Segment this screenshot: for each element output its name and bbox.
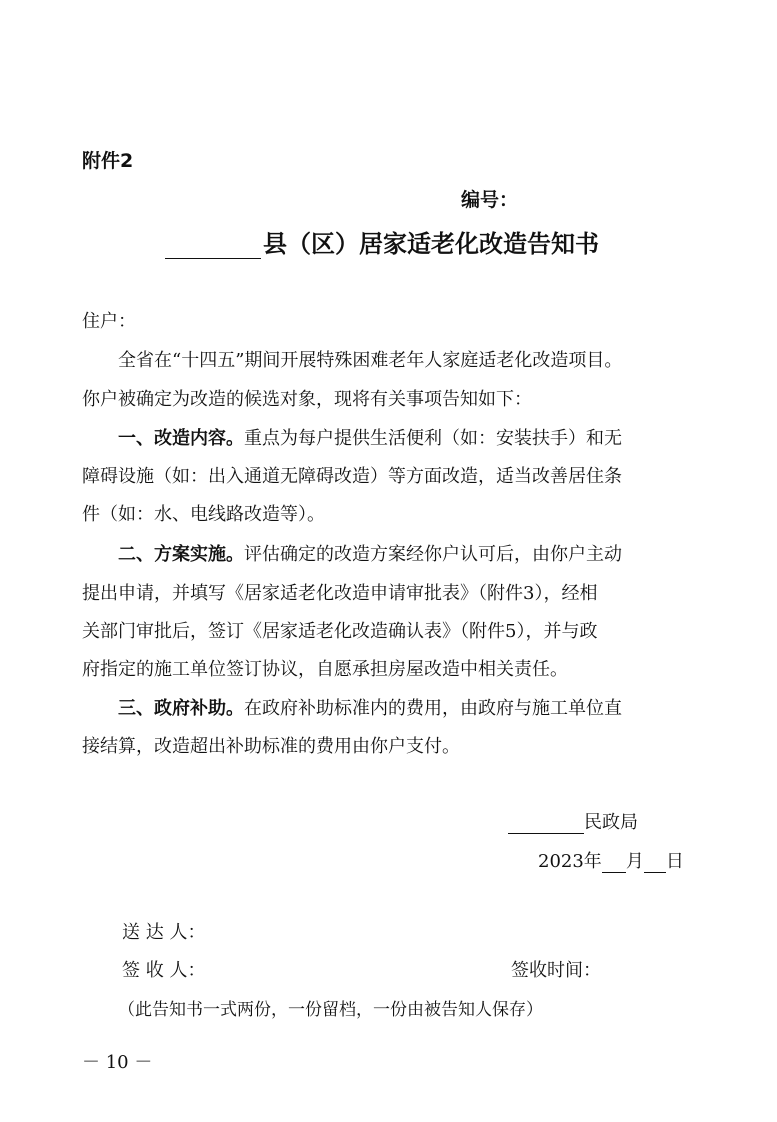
section2-line-3: 关部门审批后，签订《居家适老化改造确认表》（附件5），并与政: [82, 621, 598, 642]
intro-line-2: 你户被确定为改造的候选对象，现将有关事项告知如下：: [82, 389, 532, 410]
section1-line-1: [118, 424, 718, 450]
date-month: 月: [625, 851, 644, 872]
section2-text: 评估确定的改造方案经你户认可后，由你户主动: [244, 544, 622, 565]
section3-heading: 三、政府补助。: [118, 698, 244, 719]
section1-text: 重点为每户提供生活便利（如：安装扶手）和无: [244, 428, 622, 449]
section1-heading: 一、改造内容。: [118, 428, 244, 449]
section2-line-4: 府指定的施工单位签订协议，自愿承担房屋改造中相关责任。: [82, 659, 568, 680]
section1-line-2: 障碍设施（如：出入通道无障碍改造）等方面改造，适当改善居住条: [82, 466, 622, 487]
month-blank: [602, 854, 626, 873]
section3-line-1: [118, 694, 718, 720]
recipient-label: 签 收 人：: [122, 960, 206, 981]
section2-line-1: [118, 540, 718, 566]
title-text: 县（区）居家适老化改造告知书: [263, 230, 599, 258]
salutation: 住户：: [82, 311, 136, 332]
day-blank: [644, 854, 666, 873]
section2-line-2: 提出申请，并填写《居家适老化改造申请审批表》（附件3），经相: [82, 583, 598, 604]
section3-line-2: 接结算，改造超出补助标准的费用由你户支付。: [82, 736, 460, 757]
section1-line-3: 件（如：水、电线路改造等）。: [82, 504, 325, 525]
date-year: 2023年: [538, 851, 602, 872]
document-title: [165, 224, 599, 259]
attachment-label: 附件2: [82, 150, 134, 172]
date-day: 日: [665, 851, 684, 872]
section3-text: 在政府补助标准内的费用，由政府与施工单位直: [244, 698, 622, 719]
number-label: 编号：: [461, 189, 519, 211]
bureau-label: 民政局: [584, 812, 638, 833]
page-number: － 10 －: [82, 1052, 153, 1073]
section2-heading: 二、方案实施。: [118, 544, 244, 565]
issuing-bureau: [508, 808, 638, 834]
county-blank: [165, 236, 261, 259]
bureau-blank: [508, 815, 584, 834]
receipt-time-label: 签收时间：: [511, 960, 601, 981]
intro-line-1: 全省在“十四五”期间开展特殊困难老年人家庭适老化改造项目。: [118, 350, 623, 371]
retention-note: （此告知书一式两份，一份留档，一份由被告知人保存）: [118, 1000, 543, 1020]
issue-date: [538, 847, 684, 873]
deliverer-label: 送 达 人：: [122, 922, 206, 943]
